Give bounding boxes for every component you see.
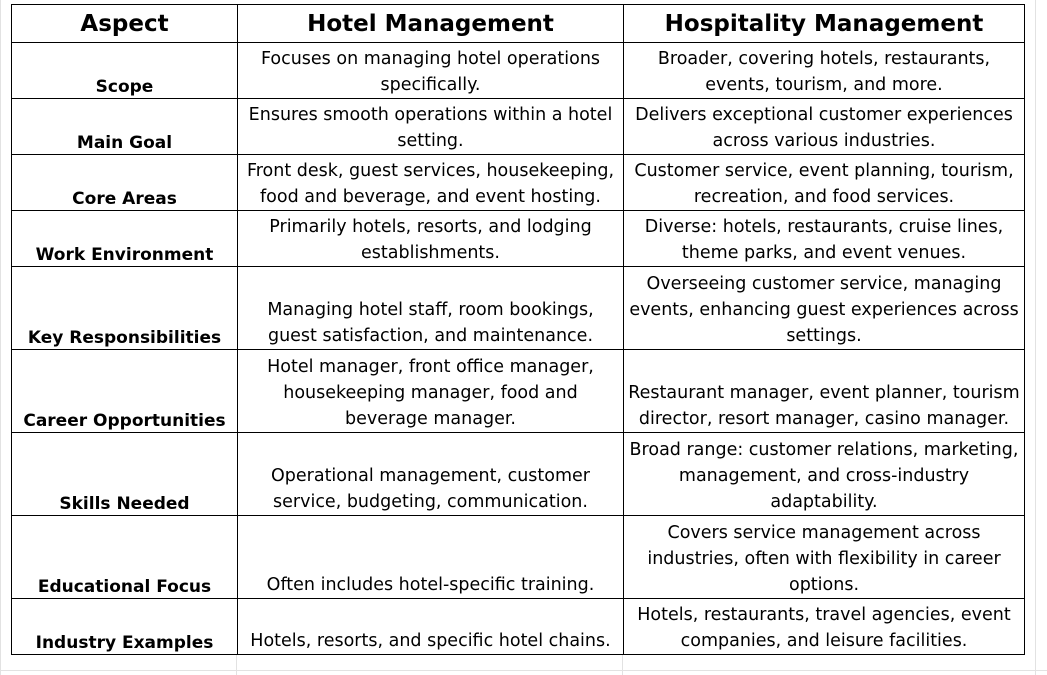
comparison-table [11, 4, 1025, 655]
gridline-col-right [1035, 0, 1036, 675]
hotel-cell[interactable]: Often includes hotel-specific training. [238, 516, 624, 599]
table-row [12, 99, 1025, 155]
aspect-cell[interactable]: Core Areas [12, 155, 238, 211]
hotel-cell[interactable]: Managing hotel staff, room bookings, guest satisfaction, and maintenance. [238, 267, 624, 350]
hospitality-cell[interactable]: Delivers exceptional customer experiences across various industries. [624, 99, 1025, 155]
aspect-cell[interactable]: Educational Focus [12, 516, 238, 599]
hotel-cell[interactable]: Primarily hotels, resorts, and lodging establishments. [238, 211, 624, 267]
hotel-cell[interactable]: Focuses on managing hotel operations specifically. [238, 43, 624, 99]
gridline-col-left [236, 655, 237, 675]
aspect-cell[interactable]: Key Responsibilities [12, 267, 238, 350]
header-row [12, 5, 1025, 43]
hotel-cell[interactable]: Hotels, resorts, and specific hotel chains. [238, 599, 624, 655]
hospitality-cell[interactable]: Restaurant manager, event planner, tourism director, resort manager, casino manager. [624, 350, 1025, 433]
header-hotel-management[interactable]: Hotel Management [238, 5, 624, 43]
hotel-cell[interactable]: Operational management, customer service, budgeting, communication. [238, 433, 624, 516]
gridline-bottom [0, 670, 1047, 671]
hospitality-cell[interactable]: Covers service management across industries, often with flexibility in career options. [624, 516, 1025, 599]
aspect-cell[interactable]: Scope [12, 43, 238, 99]
aspect-cell[interactable]: Work Environment [12, 211, 238, 267]
hotel-cell[interactable]: Hotel manager, front office manager, housekeeping manager, food and beverage manager. [238, 350, 624, 433]
header-aspect[interactable]: Aspect [12, 5, 238, 43]
gridline-col-mid [622, 655, 623, 675]
hospitality-cell[interactable]: Hotels, restaurants, travel agencies, event companies, and leisure facilities. [624, 599, 1025, 655]
table-row [12, 516, 1025, 599]
table-row [12, 43, 1025, 99]
aspect-cell[interactable]: Career Opportunities [12, 350, 238, 433]
hotel-cell[interactable]: Front desk, guest services, housekeeping, food and beverage, and event hosting. [238, 155, 624, 211]
hospitality-cell[interactable]: Broader, covering hotels, restaurants, events, tourism, and more. [624, 43, 1025, 99]
table-row [12, 599, 1025, 655]
aspect-cell[interactable]: Skills Needed [12, 433, 238, 516]
aspect-cell[interactable]: Main Goal [12, 99, 238, 155]
table-row [12, 433, 1025, 516]
table-row [12, 350, 1025, 433]
hospitality-cell[interactable]: Overseeing customer service, managing events, enhancing guest experiences across settings. [624, 267, 1025, 350]
header-hospitality-management[interactable]: Hospitality Management [624, 5, 1025, 43]
hospitality-cell[interactable]: Diverse: hotels, restaurants, cruise lines, theme parks, and event venues. [624, 211, 1025, 267]
hospitality-cell[interactable]: Broad range: customer relations, marketing, management, and cross-industry adaptability. [624, 433, 1025, 516]
table-row [12, 267, 1025, 350]
table-row [12, 155, 1025, 211]
hospitality-cell[interactable]: Customer service, event planning, tourism, recreation, and food services. [624, 155, 1025, 211]
aspect-cell[interactable]: Industry Examples [12, 599, 238, 655]
table-row [12, 211, 1025, 267]
hotel-cell[interactable]: Ensures smooth operations within a hotel setting. [238, 99, 624, 155]
